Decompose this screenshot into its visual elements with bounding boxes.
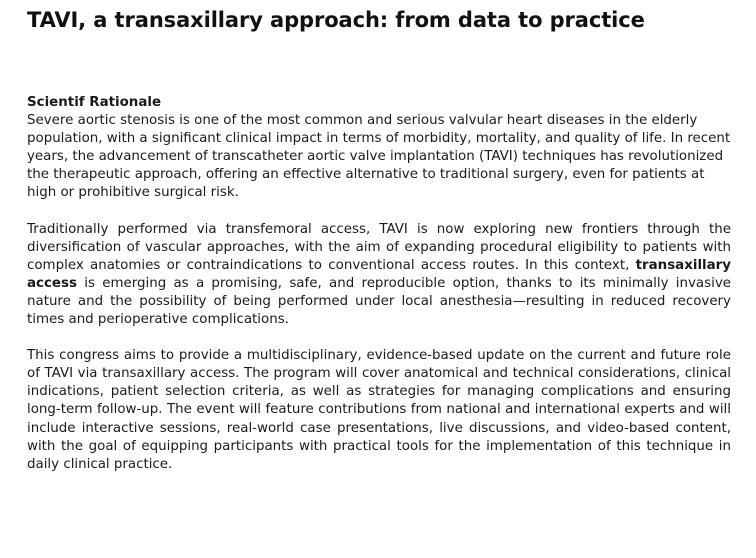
page-title: TAVI, a transaxillary approach: from data to practice: [27, 8, 645, 32]
paragraph-2-text-start: Traditionally performed via transfemoral access, TAVI is now exploring new frontiers through the diversification of vascular approaches, with the aim of expanding procedural eligibility to patients with complex anatomies or contraindications to conventional access routes. In this context,: [27, 221, 731, 273]
paragraph-1: Severe aortic stenosis is one of the most common and serious valvular heart diseases in the elderly population, with a significant clinical impact in terms of morbidity, mortality, and quality of life. In recent years, the advancement of transcatheter aortic valve implantation (TAVI) techniques has revolutionized the therapeutic approach, offering an effective alternative to traditional surgery, even for patients at high or prohibitive surgical risk.: [27, 113, 731, 201]
paragraph-2-text-end: is emerging as a promising, safe, and reproducible option, thanks to its minimally invasive nature and the possibility of being performed under local anesthesia—resulting in reduced recovery times and perioperative complications.: [27, 275, 731, 328]
paragraph-3: This congress aims to provide a multidisciplinary, evidence-based update on the current and future role of TAVI via transaxillary access. The program will cover anatomical and technical considerations, clinical indications, patient selection criteria, as well as strategies for managing complications and ensuring long-term follow-up. The event will feature contributions from national and international experts and will include interactive sessions, real-world case presentations, live discussions, and video-based content, with the goal of equipping participants with practical tools for the implementation of this technique in daily clinical practice.: [27, 348, 731, 472]
paragraph-2: [27, 221, 731, 330]
scientific-rationale-section: [27, 94, 731, 474]
section-heading: Scientif Rationale: [27, 95, 162, 110]
highlight-transaxillary-access: transaxillary access: [27, 257, 731, 291]
